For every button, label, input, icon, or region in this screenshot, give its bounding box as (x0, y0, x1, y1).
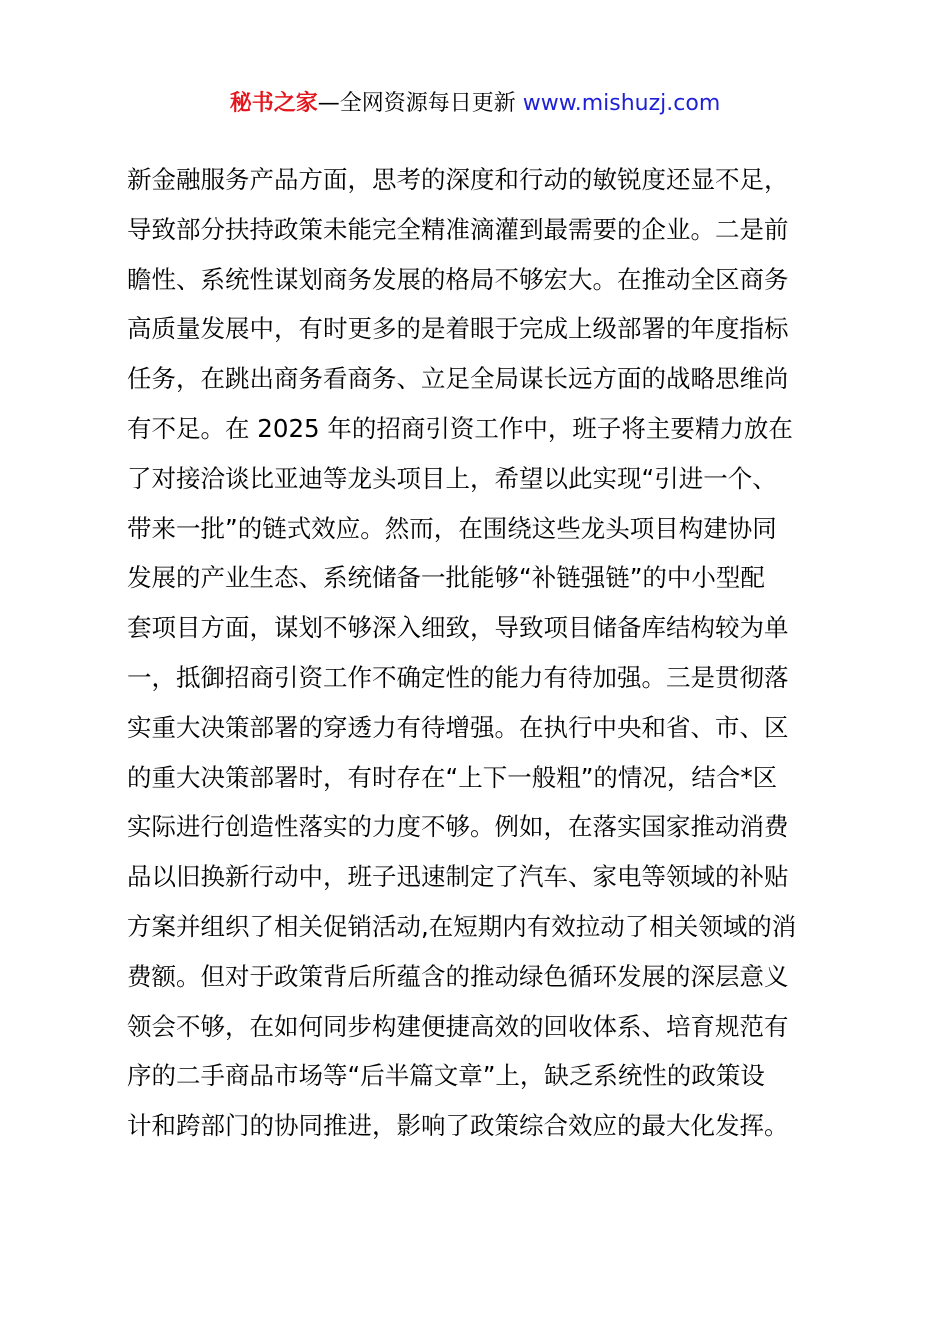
text-line: 高质量发展中，有时更多的是着眼于完成上级部署的年度指标 (127, 314, 789, 344)
page-header (0, 88, 950, 120)
text-line: 新金融服务产品方面，思考的深度和行动的敏锐度还显不足， (127, 165, 789, 194)
text-line: 发展的产业生态、系统储备一批能够“补链强链”的中小型配 (127, 563, 765, 593)
text-line: 计和跨部门的协同推进，影响了政策综合效应的最大化发挥。 (127, 1111, 789, 1141)
text-line: 费额。但对于政策背后所蕴含的推动绿色循环发展的深层意义 (127, 961, 789, 991)
text-line: 实重大决策部署的穿透力有待增强。在执行中央和省、市、区 (127, 712, 789, 742)
site-url-link[interactable]: www.mishuzj.com (522, 91, 721, 116)
text-line: 带来一批”的链式效应。然而，在围绕这些龙头项目构建协同 (127, 513, 777, 543)
document-body (127, 155, 837, 1151)
text-line: 一，抵御招商引资工作不确定性的能力有待加强。三是贯彻落 (127, 662, 789, 692)
text-line: 的重大决策部署时，有时存在“上下一般粗”的情况，结合*区 (127, 762, 778, 792)
text-line: 套项目方面，谋划不够深入细致，导致项目储备库结构较为单 (127, 613, 789, 643)
text-line: 实际进行创造性落实的力度不够。例如，在落实国家推动消费 (127, 812, 789, 842)
site-tagline: —全网资源每日更新 (317, 91, 516, 116)
site-brand: 秘书之家 (229, 91, 318, 116)
text-line: 品以旧换新行动中，班子迅速制定了汽车、家电等领域的补贴 (127, 862, 789, 892)
text-line: 方案并组织了相关促销活动,在短期内有效拉动了相关领域的消 (127, 911, 797, 941)
text-line: 有不足。在 2025 年的招商引资工作中，班子将主要精力放在 (127, 413, 793, 443)
text-line: 瞻性、系统性谋划商务发展的格局不够宏大。在推动全区商务 (127, 264, 789, 294)
text-line: 了对接洽谈比亚迪等龙头项目上，希望以此实现“引进一个、 (127, 463, 777, 493)
text-line: 领会不够，在如何同步构建便捷高效的回收体系、培育规范有 (127, 1011, 789, 1041)
text-line: 序的二手商品市场等“后半篇文章”上，缺乏系统性的政策设 (127, 1061, 765, 1091)
text-line: 导致部分扶持政策未能完全精准滴灌到最需要的企业。二是前 (127, 214, 789, 244)
text-line: 任务，在跳出商务看商务、立足全局谋长远方面的战略思维尚 (127, 364, 789, 394)
